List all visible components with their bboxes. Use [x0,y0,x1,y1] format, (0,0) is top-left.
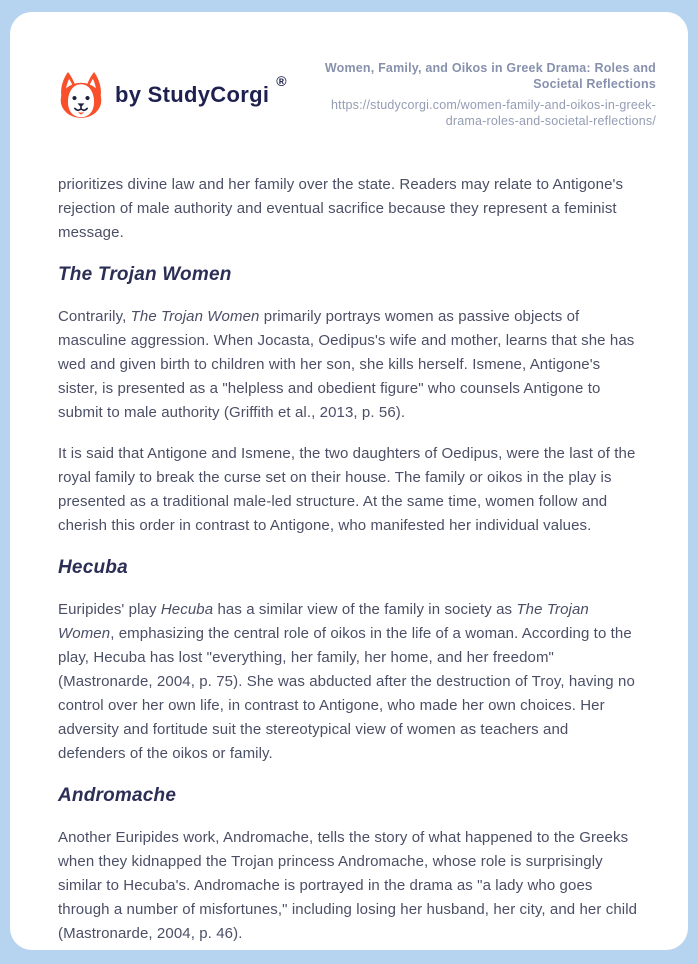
italic-work-title: The Trojan Women [130,308,260,325]
paragraph [58,305,640,425]
section-heading: The Trojan Women [58,264,232,285]
document-header [58,60,656,129]
article-body [58,173,640,946]
paragraph [58,173,640,245]
document-url-link[interactable]: https://studycorgi.com/women-family-and-oikos-in-greek-drama-roles-and-societal-reflections/ [331,98,656,128]
registered-trademark-icon: ® [276,72,287,89]
text-segment: has a similar view of the family in society as [213,601,517,618]
italic-work-title: The Trojan Women [58,601,589,642]
document-meta [306,60,656,129]
document-title: Women, Family, and Oikos in Greek Drama: Roles and Societal Reflections [324,61,656,91]
text-segment: Contrarily, [58,308,131,325]
text-segment: , emphasizing the central role of oikos in the life of a woman. According to the play, Hecuba has lost "everything, her family, her home, and her freedom" (Mastronarde, 2004, p. 75). She was abducted after the destruction of Troy, having no control over her own life, in contrast to Antigone, who made her own choices. Her adversity and fortitude suit the stereotypical view of women as teachers and defenders of the oikos or family. [58,625,635,762]
studycorgi-logo[interactable] [58,69,287,121]
section-heading: Andromache [58,785,177,806]
paragraph [58,826,640,946]
corgi-logo-icon [58,69,104,121]
paragraph [58,598,640,766]
paragraph [58,442,640,538]
document-card [10,12,688,950]
brand-text: by StudyCorgi [115,81,270,107]
text-segment: It is said that Antigone and Ismene, the two daughters of Oedipus, were the last of the royal family to break the curse set on their house. The family or oikos in the play is presented as a traditional male-led structure. At the same time, women follow and cherish this order in contrast to Antigone, who manifested her individual values. [58,445,636,534]
text-segment: primarily portrays women as passive objects of masculine aggression. When Jocasta, Oedipus's wife and mother, learns that she has wed and given birth to children with her son, she kills herself. Ismene, Antigone's sister, is presented as a "helpless and obedient figure" who counsels Antigone to submit to male authority (Griffith et al., 2013, p. 56). [58,308,635,421]
section-heading: Hecuba [58,557,128,578]
text-segment: Another Euripides work, Andromache, tells the story of what happened to the Greeks when they kidnapped the Trojan princess Andromache, whose role is surprisingly similar to Hecuba's. Andromache is portrayed in the drama as "a lady who goes through a number of misfortunes," including losing her husband, her city, and her child (Mastronarde, 2004, p. 46). [58,829,638,942]
text-segment: Euripides' play [58,601,161,618]
italic-work-title: Hecuba [160,601,214,618]
text-segment: prioritizes divine law and her family over the state. Readers may relate to Antigone's rejection of male authority and eventual sacrifice because they represent a feminist message. [58,176,624,241]
